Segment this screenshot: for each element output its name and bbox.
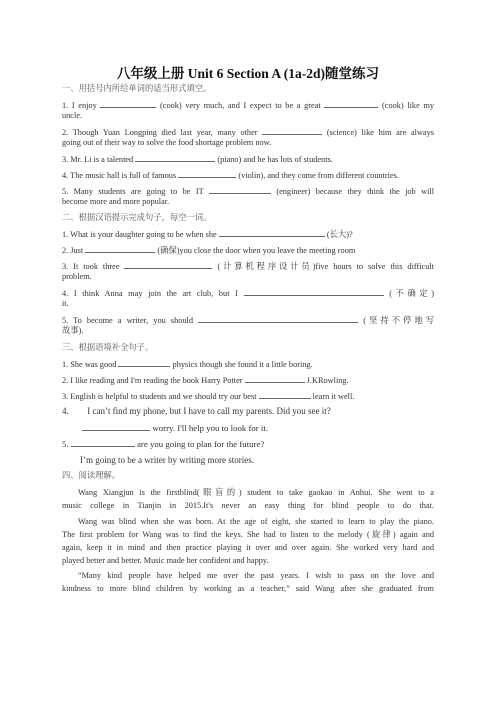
s2-q4-text-a: 4. I think Anna may join the art club, but I <box>62 289 238 298</box>
s2-q3-text-a: 3. It took three <box>62 262 120 271</box>
section1-heading: 一、用括号内所给单词的适当形式填空。 <box>62 84 212 93</box>
section4-heading: 四、阅读理解。 <box>62 471 121 480</box>
s3-q1-text-b: physics though she found it a little boring. <box>172 360 313 369</box>
s1-q4-text-a: 4. The music hall is full of famous <box>62 171 177 180</box>
s1-q4 <box>62 170 434 181</box>
s2-q4-line1 <box>62 288 434 299</box>
answer-blank[interactable] <box>178 170 236 178</box>
s1-q5-line1 <box>62 186 434 197</box>
s2-q2-text-a: 2. Just <box>62 246 84 255</box>
s3-q5-line2: I’m going to be a writer by writing more stories. <box>80 455 254 465</box>
answer-blank[interactable] <box>118 359 170 367</box>
s2-q2 <box>62 245 434 256</box>
passage-p3-line2: kindness to more blind children by working as a teacher,” said Wang after she graduated from <box>62 584 434 593</box>
s3-q4-text-c: worry. I'll help you to look for it. <box>152 423 269 433</box>
answer-blank[interactable] <box>124 261 212 269</box>
s1-q1-text-a: 1. I enjoy <box>62 101 97 110</box>
s2-q3-line1 <box>62 261 434 272</box>
s1-q3-text-a: 3. Mr. Li is a talented <box>62 155 134 164</box>
s1-q2-text-a: 2. Though Yuan Longping died last year, many other <box>62 128 258 137</box>
s2-q1-text-b: (长大)? <box>326 230 353 239</box>
s3-q3-text-b: learn it well. <box>312 392 355 401</box>
answer-blank[interactable] <box>71 439 135 447</box>
s1-q5-text-a: 5. Many students are going to be IT <box>62 187 204 196</box>
s3-q2 <box>62 375 434 386</box>
s2-q4-line2: it. <box>62 299 69 308</box>
passage-p1-line1: Wang Xiangjun is the firstblind(眼盲的) student to take gaokao in Anhui. She went to a <box>78 488 434 497</box>
s2-q5-line2: 故事). <box>62 326 84 335</box>
s3-q2-text-a: 2. I like reading and I'm reading the book Harry Potter <box>62 376 243 385</box>
s1-q4-text-b: (violin), and they come from different countries. <box>238 171 399 180</box>
s3-q2-text-b: J.KRowling. <box>306 376 349 385</box>
s3-q4-number: 4. <box>62 406 69 416</box>
page-title: 八年级上册 Unit 6 Section A (1a-2d)随堂练习 <box>116 66 380 81</box>
s3-q5-line1 <box>62 439 434 449</box>
s1-q5-text-b: (engineer) because they think the job will <box>276 187 435 196</box>
answer-blank[interactable] <box>198 315 358 323</box>
s1-q2-line1 <box>62 127 434 138</box>
passage-p3-line1: “Many kind people have helped me over the past years. I wish to pass on the love and <box>78 571 434 580</box>
s1-q1-text-c: (cook) like my <box>382 101 435 110</box>
answer-blank[interactable] <box>209 186 271 194</box>
s2-q5-line1 <box>62 315 434 326</box>
s3-q1-text-a: 1. She was good <box>62 360 117 369</box>
s1-q3 <box>62 154 434 165</box>
s3-q4-line2 <box>62 423 434 433</box>
s1-q1-line1 <box>62 100 434 111</box>
answer-blank[interactable] <box>259 391 311 399</box>
s3-q1 <box>62 359 434 370</box>
passage-p2-line2: The first problem for Wang was to find the keys. She had to listen to the melody (旋律) again and <box>62 530 434 539</box>
s2-q5-text-a: 5. To become a writer, you should <box>62 316 193 325</box>
passage-p2-line4: played better and better. Music made her confident and happy. <box>62 556 269 565</box>
s3-q3-text-a: 3. English is helpful to students and we should try our best <box>62 392 257 401</box>
passage-p1-line2: music college in Tianjin in 2015.It's never an easy thing for blind people to do that. <box>62 501 434 510</box>
answer-blank[interactable] <box>219 229 325 237</box>
s1-q1-text-b: (cook) very much, and I expect to be a great <box>160 101 321 110</box>
s2-q1-text-a: 1. What is your daughter going to be when she <box>62 230 217 239</box>
answer-blank[interactable] <box>244 288 384 296</box>
s1-q2-line2: going out of their way to solve the food shortage problem now. <box>62 138 272 147</box>
answer-blank[interactable] <box>100 100 156 108</box>
s2-q3-text-b: (计算机程序设计员)five hours to solve this difficult <box>217 262 435 271</box>
s1-q3-text-b: (piano) and he has lots of students. <box>217 155 333 164</box>
s3-q5-text-b: are you going to plan for the future? <box>137 439 265 449</box>
s3-q4-text-b: I can’t find my phone, but I have to call my parents. Did you see it? <box>87 406 331 416</box>
answer-blank[interactable] <box>245 375 305 383</box>
answer-blank[interactable] <box>135 154 215 162</box>
s3-q5-number: 5. <box>62 439 69 449</box>
passage-p2-line1: Wang was blind when she was born. At the age of eight, she started to learn to play the piano. <box>78 517 434 526</box>
section2-heading: 二、根据汉语提示完成句子，每空一词。 <box>62 213 212 222</box>
s2-q2-text-b: (确保)you close the door when you leave the meeting room <box>157 246 356 255</box>
answer-blank[interactable] <box>324 100 378 108</box>
answer-blank[interactable] <box>262 127 322 135</box>
s1-q2-text-b: (science) like him are always <box>326 128 434 137</box>
passage-p2-line3: again, keep it in mind and then practice playing it over and over again. She worked very hard and <box>62 543 434 552</box>
s2-q3-line2: problem. <box>62 272 92 281</box>
s2-q1 <box>62 229 434 240</box>
answer-blank[interactable] <box>85 245 155 253</box>
s3-q4-line1 <box>62 406 434 416</box>
section3-heading: 三、根据语境补全句子。 <box>62 343 154 352</box>
s1-q1-line2: uncle. <box>62 111 83 120</box>
s1-q5-line2: become more and more popular. <box>62 197 170 206</box>
answer-blank[interactable] <box>82 423 150 431</box>
s3-q3 <box>62 391 434 402</box>
s2-q4-text-b: (不确定) <box>389 289 434 298</box>
s2-q5-text-b: (坚持不停地写 <box>363 316 435 325</box>
